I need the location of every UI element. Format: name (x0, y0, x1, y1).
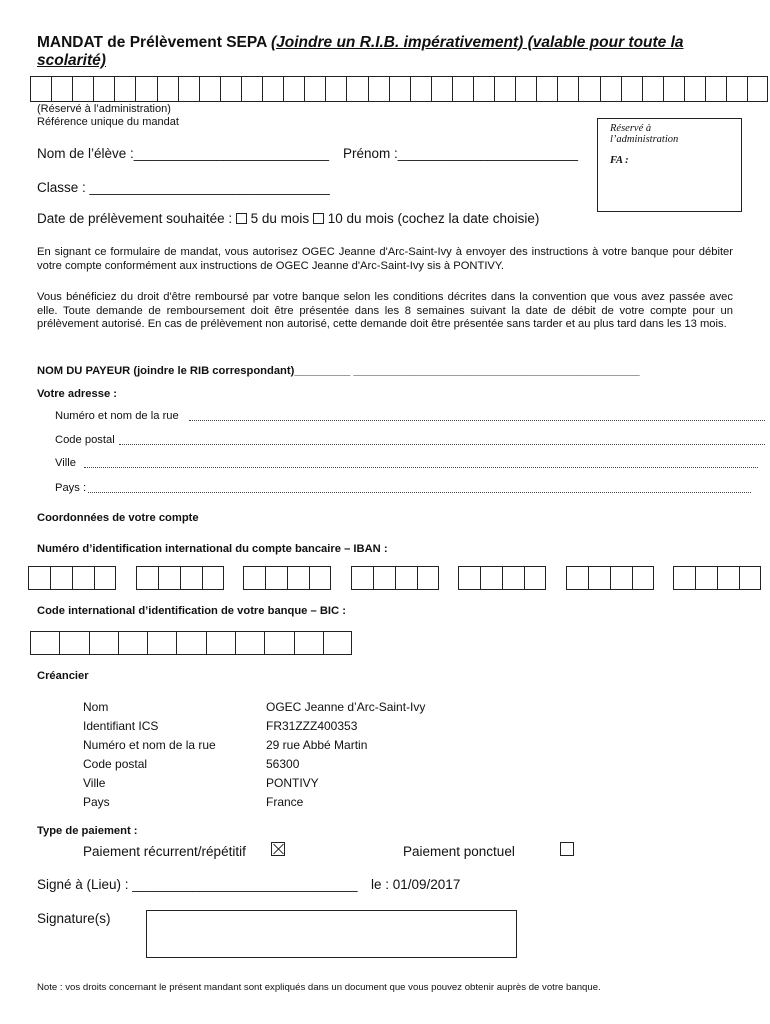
creditor-label: Nom (83, 699, 109, 714)
grid-cell[interactable] (621, 76, 642, 102)
grid-cell[interactable] (136, 566, 158, 590)
city-label: Ville (55, 457, 76, 469)
signature-label: Signature(s) (37, 911, 111, 926)
fa-label: FA : (610, 155, 629, 166)
grid-cell[interactable] (684, 76, 705, 102)
grid-cell[interactable] (304, 76, 325, 102)
authorization-paragraph: En signant ce formulaire de mandat, vous autorisez OGEC Jeanne d'Arc-Saint-Ivy à envoyer des instructions à votre banque pour débiter votre compte conformément aux instructions de OGEC Jeanne d'Arc-Saint-Ivy sis à PONTIVY. (37, 246, 733, 272)
grid-cell[interactable] (325, 76, 346, 102)
reference-label: Référence unique du mandat (37, 116, 179, 128)
grid-cell[interactable] (747, 76, 768, 102)
creditor-label: Identifiant ICS (83, 718, 159, 733)
grid-cell[interactable] (94, 566, 116, 590)
checkbox-10-icon[interactable] (313, 213, 324, 224)
creditor-value: France (266, 794, 304, 809)
creditor-row (83, 697, 425, 716)
iban-label: Numéro d’identification international du compte bancaire – IBAN : (37, 543, 388, 555)
grid-cell[interactable] (480, 566, 502, 590)
grid-cell[interactable] (695, 566, 717, 590)
grid-cell[interactable] (262, 76, 283, 102)
grid-cell[interactable] (89, 631, 118, 655)
grid-cell[interactable] (458, 566, 480, 590)
bic-input[interactable] (30, 631, 353, 655)
grid-cell[interactable] (28, 566, 50, 590)
grid-cell[interactable] (50, 566, 72, 590)
account-heading: Coordonnées de votre compte (37, 512, 199, 524)
grid-cell[interactable] (243, 566, 265, 590)
grid-cell[interactable] (739, 566, 761, 590)
grid-cell[interactable] (642, 76, 663, 102)
creditor-row (83, 735, 425, 754)
iban-group[interactable] (243, 566, 331, 590)
grid-cell[interactable] (72, 566, 94, 590)
grid-cell[interactable] (72, 76, 93, 102)
grid-cell[interactable] (30, 631, 59, 655)
creditor-label: Pays (83, 794, 110, 809)
grid-cell[interactable] (351, 566, 373, 590)
grid-cell[interactable] (199, 76, 220, 102)
creditor-value: 56300 (266, 756, 300, 771)
grid-cell[interactable] (431, 76, 452, 102)
grid-cell[interactable] (241, 76, 262, 102)
grid-cell[interactable] (118, 631, 147, 655)
student-name-field[interactable]: Nom de l’élève :__________________________ (37, 146, 330, 161)
creditor-row (83, 716, 425, 735)
debit-date-label: Date de prélèvement souhaitée : (37, 211, 233, 226)
creditor-value: 29 rue Abbé Martin (266, 737, 368, 752)
grid-cell[interactable] (395, 566, 417, 590)
grid-cell[interactable] (158, 566, 180, 590)
grid-cell[interactable] (114, 76, 135, 102)
student-firstname-field[interactable]: Prénom :________________________ (343, 146, 578, 161)
creditor-row (83, 792, 425, 811)
grid-cell[interactable] (294, 631, 323, 655)
grid-cell[interactable] (206, 631, 235, 655)
reserved-line2: l’administration (610, 134, 679, 145)
grid-cell[interactable] (147, 631, 176, 655)
grid-cell[interactable] (600, 76, 621, 102)
creditor-row (83, 754, 425, 773)
grid-cell[interactable] (502, 566, 524, 590)
debit-date-option-10: 10 du mois (cochez la date choisie) (327, 211, 540, 226)
grid-cell[interactable] (632, 566, 654, 590)
address-heading: Votre adresse : (37, 388, 118, 400)
creditor-value: FR31ZZZ400353 (266, 718, 358, 733)
oneoff-checkbox-icon[interactable] (560, 842, 574, 856)
grid-cell[interactable] (515, 76, 536, 102)
footer-note: Note : vos droits concernant le présent mandant sont expliqués dans un document que vous pouvez obtenir auprès de votre banque. (37, 982, 601, 993)
grid-cell[interactable] (524, 566, 546, 590)
grid-cell[interactable] (494, 76, 515, 102)
reference-grid[interactable] (30, 76, 770, 102)
iban-group[interactable] (566, 566, 654, 590)
grid-cell[interactable] (309, 566, 331, 590)
grid-cell[interactable] (283, 76, 304, 102)
payment-oneoff-label: Paiement ponctuel (403, 844, 515, 859)
reserved-box (597, 118, 742, 212)
title-main: MANDAT de Prélèvement SEPA (37, 34, 271, 51)
grid-cell[interactable] (673, 566, 695, 590)
grid-cell[interactable] (726, 76, 747, 102)
postal-label: Code postal (55, 434, 115, 446)
checkbox-5-icon[interactable] (236, 213, 247, 224)
street-label: Numéro et nom de la rue (55, 410, 179, 422)
grid-cell[interactable] (180, 566, 202, 590)
country-field[interactable] (55, 482, 751, 494)
grid-cell[interactable] (588, 566, 610, 590)
grid-cell[interactable] (287, 566, 309, 590)
grid-cell[interactable] (264, 631, 293, 655)
grid-cell[interactable] (452, 76, 473, 102)
grid-cell[interactable] (717, 566, 739, 590)
iban-input[interactable] (28, 566, 743, 590)
recurring-checkbox-icon[interactable] (271, 842, 285, 856)
grid-cell[interactable] (417, 566, 439, 590)
bic-label: Code international d’identification de votre banque – BIC : (37, 605, 346, 617)
signed-date: le : 01/09/2017 (371, 877, 461, 892)
postal-field[interactable] (55, 434, 765, 446)
creditor-value: OGEC Jeanne d’Arc-Saint-Ivy (266, 699, 426, 714)
grid-cell[interactable] (346, 76, 367, 102)
city-field[interactable] (55, 457, 758, 469)
creditor-row (83, 773, 425, 792)
grid-cell[interactable] (410, 76, 431, 102)
iban-group[interactable] (28, 566, 116, 590)
grid-cell[interactable] (610, 566, 632, 590)
grid-cell[interactable] (536, 76, 557, 102)
grid-cell[interactable] (59, 631, 88, 655)
grid-cell[interactable] (51, 76, 72, 102)
student-class-field[interactable]: Classe : ________________________________ (37, 180, 330, 195)
grid-cell[interactable] (202, 566, 224, 590)
grid-cell[interactable] (30, 76, 51, 102)
iban-group[interactable] (458, 566, 546, 590)
grid-cell[interactable] (157, 76, 178, 102)
country-label: Pays : (55, 482, 87, 494)
grid-cell[interactable] (566, 566, 588, 590)
payer-name-field[interactable]: NOM DU PAYEUR (joindre le RIB correspondant)_________ ______________________________________________ (37, 365, 640, 377)
street-field[interactable] (55, 410, 765, 422)
reserved-line1: Réservé à (610, 123, 652, 134)
grid-cell[interactable] (578, 76, 599, 102)
signature-box[interactable] (146, 910, 517, 958)
grid-cell[interactable] (557, 76, 578, 102)
refund-rights-paragraph: Vous bénéficiez du droit d'être remboursé par votre banque selon les conditions décrites dans la convention que vous avez passée avec elle. Toute demande de remboursement doit être présentée dans les 8 semaines suivant la date de débit de votre compte pour un prélèvement autorisé. En cas de prélèvement non autorisé, cette demande doit être présentée sans tarder et au plus tard dans les 13 mois. (37, 291, 733, 330)
grid-cell[interactable] (663, 76, 684, 102)
grid-cell[interactable] (389, 76, 410, 102)
title-underlined: (Joindre un R.I.B. impérativement) (valable pour toute la scolarité) (37, 34, 684, 69)
grid-cell[interactable] (235, 631, 264, 655)
admin-reserved-note: (Réservé à l’administration) (37, 103, 171, 115)
debit-date-option-5: 5 du mois (250, 211, 310, 226)
creditor-label: Code postal (83, 756, 148, 771)
creditor-label: Ville (83, 775, 106, 790)
signed-place-field[interactable]: Signé à (Lieu) : ______________________________ (37, 877, 358, 892)
grid-cell[interactable] (265, 566, 287, 590)
grid-cell[interactable] (135, 76, 156, 102)
creditor-value: PONTIVY (266, 775, 319, 790)
grid-cell[interactable] (473, 76, 494, 102)
grid-cell[interactable] (323, 631, 352, 655)
iban-group[interactable] (673, 566, 761, 590)
iban-group[interactable] (351, 566, 439, 590)
grid-cell[interactable] (220, 76, 241, 102)
form-title (37, 34, 727, 70)
payment-recurring-label: Paiement récurrent/répétitif (83, 844, 246, 859)
creditor-label: Numéro et nom de la rue (83, 737, 216, 752)
grid-cell[interactable] (373, 566, 395, 590)
payment-type-heading: Type de paiement : (37, 825, 138, 837)
iban-group[interactable] (136, 566, 224, 590)
debit-date-row (37, 211, 539, 226)
grid-cell[interactable] (93, 76, 114, 102)
grid-cell[interactable] (705, 76, 726, 102)
grid-cell[interactable] (176, 631, 205, 655)
creditor-table (83, 697, 425, 811)
grid-cell[interactable] (368, 76, 389, 102)
creditor-heading: Créancier (37, 670, 89, 682)
grid-cell[interactable] (178, 76, 199, 102)
